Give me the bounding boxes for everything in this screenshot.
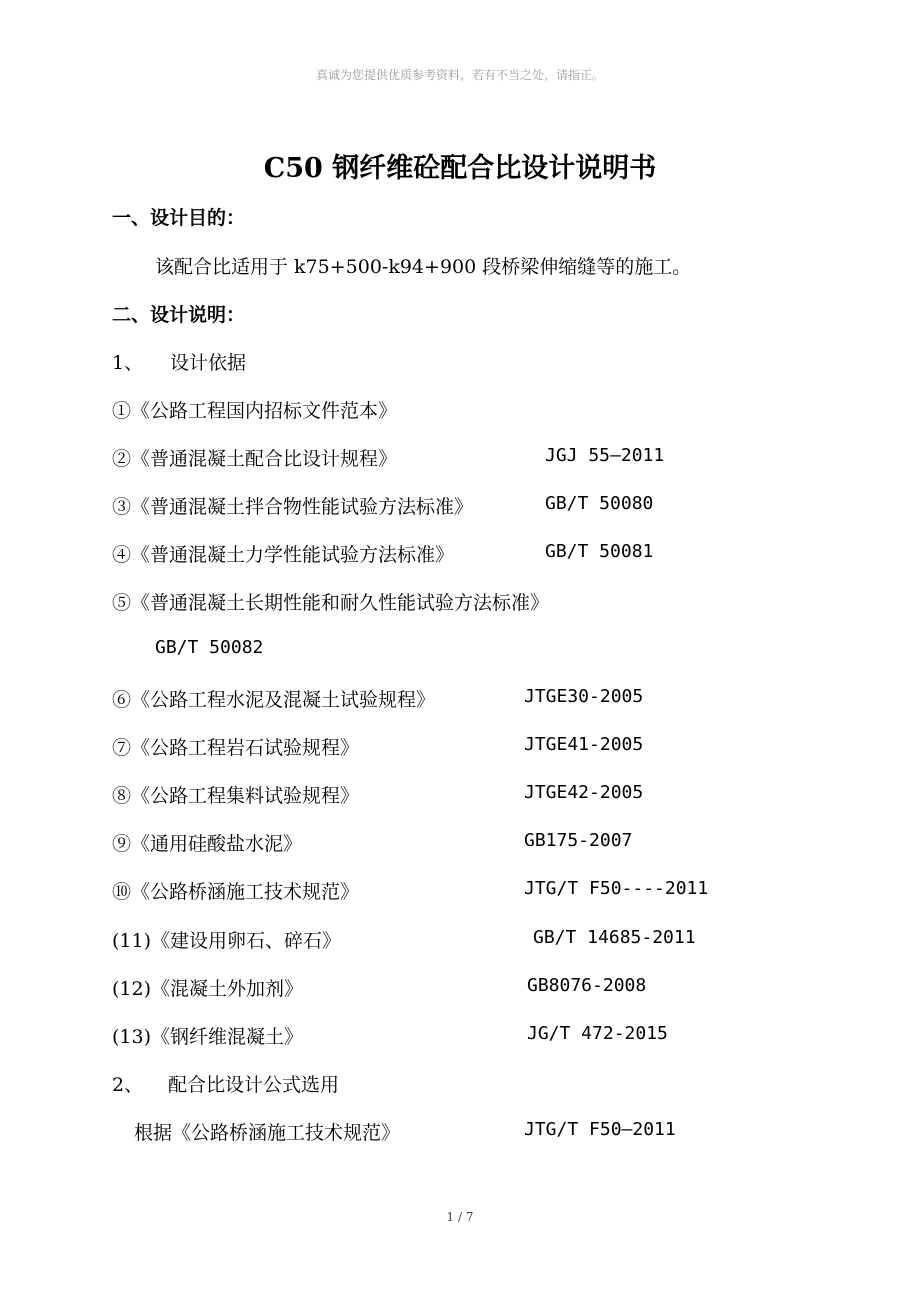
ref-11-code: GB/T 14685-2011 (533, 927, 696, 948)
sub2-number: 2、 (112, 1074, 144, 1096)
section2-heading: 二、设计说明： (112, 304, 246, 326)
ref-13-code: JG/T 472-2015 (527, 1023, 668, 1044)
section1-heading: 一、设计目的： (112, 207, 246, 229)
ref-7-code: JTGE41-2005 (524, 734, 644, 755)
ref-8-name: ⑧《公路工程集料试验规程》 (112, 785, 360, 807)
basis-code: JTG/T F50—2011 (524, 1119, 676, 1140)
ref-12-name: (12)《混凝土外加剂》 (112, 978, 304, 1000)
ref-1-name: ①《公路工程国内招标文件范本》 (112, 400, 398, 422)
sub2-label: 配合比设计公式选用 (168, 1074, 340, 1096)
ref-11-name: (11)《建设用卵石、碎石》 (112, 930, 342, 952)
ref-5-code: GB/T 50082 (155, 637, 264, 658)
ref-4-name: ④《普通混凝土力学性能试验方法标准》 (112, 544, 455, 566)
section1-text: 该配合比适用于 k75+500-k94+900 段桥梁伸缩缝等的施工。 (155, 256, 692, 278)
ref-9-name: ⑨《通用硅酸盐水泥》 (112, 833, 303, 855)
ref-2-name: ②《普通混凝土配合比设计规程》 (112, 448, 398, 470)
ref-4-code: GB/T 50081 (545, 541, 654, 562)
document-title: C50 钢纤维砼配合比设计说明书 (263, 153, 657, 184)
ref-7-name: ⑦《公路工程岩石试验规程》 (112, 737, 360, 759)
ref-5-name: ⑤《普通混凝土长期性能和耐久性能试验方法标准》 (112, 592, 550, 614)
ref-6-code: JTGE30-2005 (524, 686, 644, 707)
page-number: 1 / 7 (446, 1210, 474, 1224)
sub1-number: 1、 (112, 352, 144, 374)
ref-3-code: GB/T 50080 (545, 493, 654, 514)
ref-10-code: JTG/T F50----2011 (524, 878, 709, 899)
ref-3-name: ③《普通混凝土拌合物性能试验方法标准》 (112, 496, 474, 518)
basis-name: 根据《公路桥涵施工技术规范》 (134, 1122, 401, 1144)
ref-10-name: ⑩《公路桥涵施工技术规范》 (112, 881, 360, 903)
ref-8-code: JTGE42-2005 (524, 782, 644, 803)
ref-6-name: ⑥《公路工程水泥及混凝土试验规程》 (112, 689, 436, 711)
ref-12-code: GB8076-2008 (527, 975, 647, 996)
watermark: 真诚为您提供优质参考资料，若有不当之处，请指正。 (315, 68, 604, 82)
ref-13-name: (13)《钢纤维混凝土》 (112, 1026, 304, 1048)
sub1-label: 设计依据 (170, 352, 247, 374)
ref-2-code: JGJ 55—2011 (545, 445, 665, 466)
ref-9-code: GB175-2007 (524, 830, 633, 851)
